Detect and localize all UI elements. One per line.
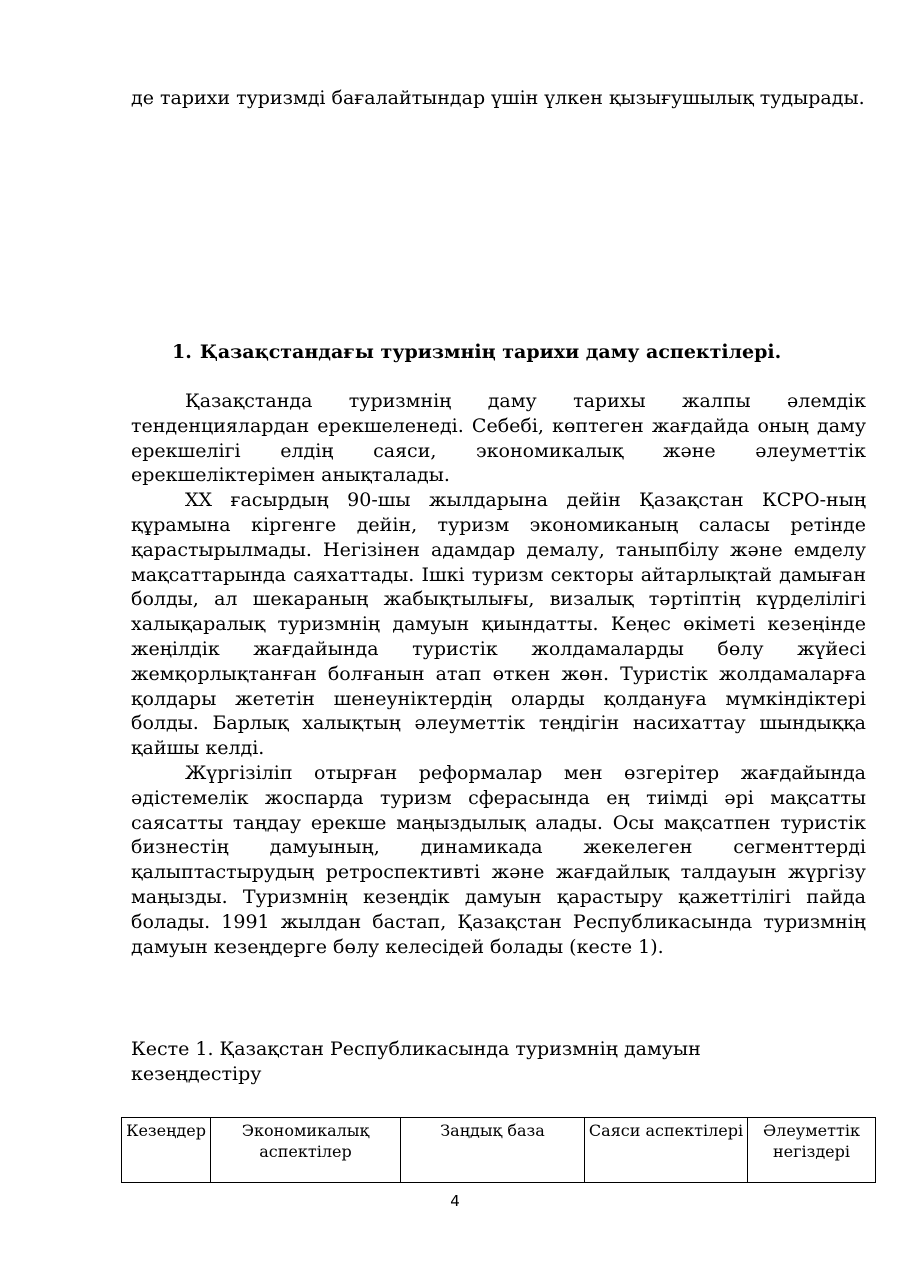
section-number: 1.: [172, 341, 192, 363]
paragraph-2: ХХ ғасырдың 90-шы жылдарына дейін Қазақстан КСРО-ның құрамына кіргенге дейін, туризм экономиканың саласы ретінде қарастырылмады. Негізінен адамдар демалу, таныпбілу және емделу мақсаттарында саяхаттады. Ішкі туризм секторы айтарлықтай дамыған болды, ал шекараның жабықтылығы, визалық тәртіптің күрделілігі халықаралық туризмнің дамуын қиындатты. Кеңес өкіметі кезеңінде жеңілдік жағдайында туристік жолдамаларды бөлу жүйесі жемқорлықтанған болғанын атап өткен жөн. Туристік жолдамаларға қолдары жететін шенеуніктердің оларды қолдануға мүмкіндіктері болды. Барлық халықтың әлеуметтік теңдігін насихаттау шындыққа қайшы келді.: [131, 489, 866, 760]
paragraph-3: Жүргізіліп отырған реформалар мен өзгерітер жағдайында әдістемелік жоспарда туризм сферасында ең тиімді әрі мақсатты саясатты таңдау ерекше маңыздылық алады. Осы мақсатпен туристік бизнестің дамуының, динамикада жекелеген сегменттерді қалыптастырудың ретроспективті және жағдайлық талдауын жүргізу маңызды. Туризмнің кезеңдік дамуын қарастыру қажеттілігі пайда болады. 1991 жылдан бастап, Қазақстан Республикасында туризмнің дамуын кезеңдерге бөлу келесідей болады (кесте 1).: [131, 761, 866, 958]
section-heading: [172, 340, 781, 365]
table-caption: Кесте 1. Қазақстан Республикасында туризмнің дамуын кезеңдестіру: [131, 1038, 701, 1085]
header-political-aspects: Саяси аспектілері: [585, 1118, 748, 1183]
table-header-row: [122, 1118, 876, 1183]
section-title: Қазақстандағы туризмнің тарихи даму аспектілері.: [199, 341, 782, 363]
top-paragraph: де тарихи туризмді бағалайтындар үшін үлкен қызығушылық тудырады.: [131, 87, 865, 109]
header-periods: Кезеңдер: [122, 1118, 211, 1183]
top-text-block: [131, 86, 866, 111]
periodization-table: [121, 1117, 876, 1183]
header-economic-aspects: Экономикалық аспектілер: [211, 1118, 401, 1183]
header-social-foundations: Әлеуметтік негіздері: [748, 1118, 876, 1183]
section-body: [131, 389, 866, 959]
paragraph-1: Қазақстанда туризмнің даму тарихы жалпы әлемдік тенденциялардан ерекшеленеді. Себебі, көптеген жағдайда оның даму ерекшелігі елдің саяси, экономикалық және әлеуметтік ерекшеліктерімен анықталады.: [131, 390, 866, 487]
header-legal-base: Заңдық база: [401, 1118, 585, 1183]
page-number: 4: [450, 1192, 460, 1210]
